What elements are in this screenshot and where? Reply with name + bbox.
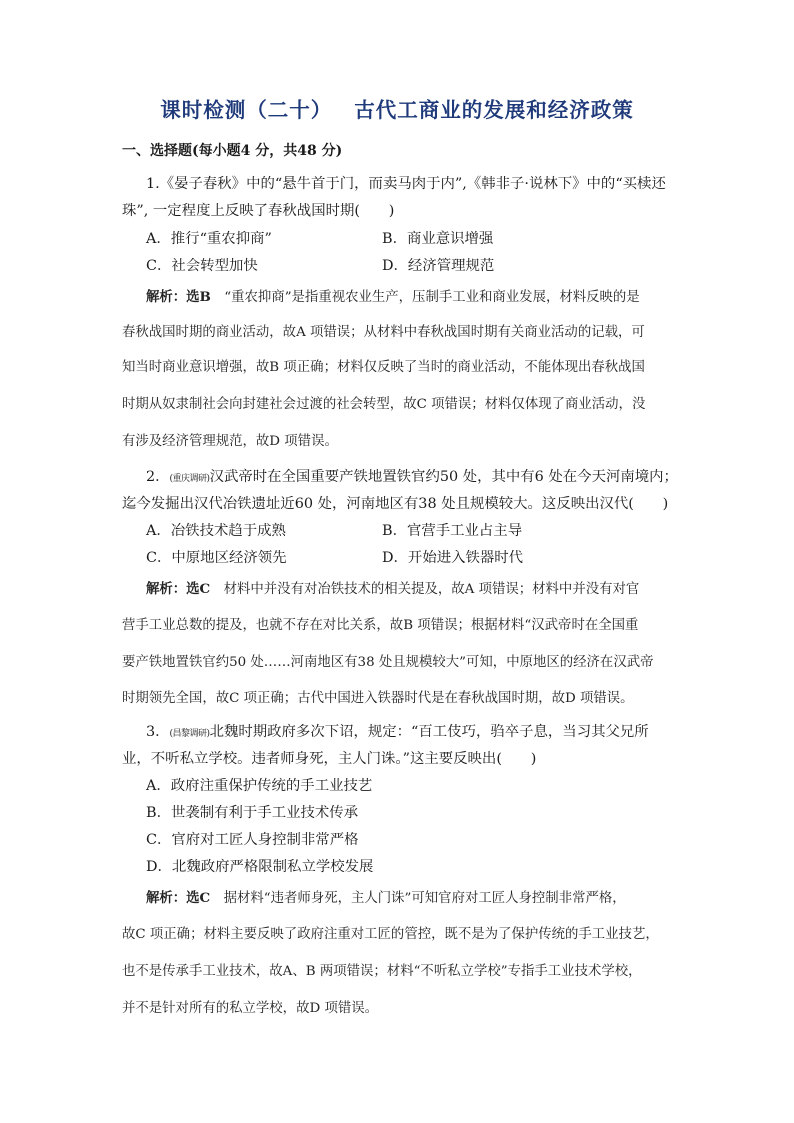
page-title (0, 93, 794, 123)
q1-option-b: B．商业意识增强 (382, 231, 494, 247)
q1-analysis-text: “重农抑商”是指重视农业生产，压制手工业和商业发展，材料反映的是 (224, 290, 640, 305)
q3-analysis-label: 解析：选C (146, 890, 211, 906)
q3-option-d: D．北魏政府严格限制私立学校发展 (146, 859, 374, 875)
q2-stem-text: 汉武帝时在全国重要产铁地置铁官约50 处，其中有6 处在今天河南境内； (209, 469, 678, 485)
q3-analysis-line1 (146, 887, 706, 906)
q1-analysis-label: 解析：选B (146, 289, 211, 305)
q1-option-a: A．推行“重农抑商” (146, 231, 272, 247)
q2-analysis-line1 (146, 578, 706, 597)
q1-analysis-line3: 知当时商业意识增强，故B 项正确；材料仅反映了当时的商业活动，不能体现出春秋战国 (122, 360, 645, 375)
q2-analysis-label: 解析：选C (146, 581, 211, 597)
q2-analysis-line2: 营手工业总数的提及，也就不存在对比关系，故B 项错误；根据材料“汉武帝时在全国重 (122, 618, 639, 633)
q1-stem-line1: 1.《晏子春秋》中的“悬牛首于门，而卖马肉于内”,《韩非子·说林下》中的“买椟还 (146, 176, 666, 192)
q3-stem-line1 (146, 720, 706, 741)
q2-source-tag: (重庆调研) (169, 474, 210, 484)
q3-number: 3． (146, 724, 170, 740)
q2-number: 2． (146, 469, 170, 485)
q3-option-c: C．官府对工匠人身控制非常严格 (146, 832, 359, 848)
q1-option-c: C．社会转型加快 (146, 258, 258, 274)
q2-option-a: A．冶铁技术趋于成熟 (146, 523, 286, 539)
q2-option-d: D．开始进入铁器时代 (382, 550, 524, 566)
q3-stem-text: 北魏时期政府多次下诏，规定：“百工伎巧，驺卒子息，当习其父兄所 (209, 724, 649, 740)
q3-stem-line2: 业，不听私立学校。违者师身死，主人门诛。”这主要反映出( ) (122, 751, 537, 767)
q2-analysis-text: 材料中并没有对冶铁技术的相关提及，故A 项错误；材料中并没有对官 (223, 582, 640, 597)
q3-analysis-line3: 也不是传承手工业技术，故A、B 两项错误；材料“不听私立学校”专指手工业技术学校， (122, 964, 642, 979)
q3-option-a: A．政府注重保护传统的手工业技艺 (146, 778, 373, 794)
q3-source-tag: (昌黎调研) (169, 729, 210, 739)
q3-analysis-line4: 并不是针对所有的私立学校，故D 项错误。 (122, 1001, 379, 1016)
q3-analysis-line2: 故C 项正确；材料主要反映了政府注重对工匠的管控，既不是为了保护传统的手工业技艺， (122, 927, 659, 942)
q1-analysis-line5: 有涉及经济管理规范，故D 项错误。 (122, 434, 338, 449)
q1-option-d: D．经济管理规范 (382, 258, 495, 274)
q1-analysis-line2: 春秋战国时期的商业活动，故A 项错误；从材料中春秋战国时期有关商业活动的记载，可 (122, 325, 645, 340)
q1-stem-line2: 珠”, 一定程度上反映了春秋战国时期( ) (122, 203, 395, 219)
q3-analysis-text: 据材料“违者师身死，主人门诛”可知官府对工匠人身控制非常严格， (223, 891, 626, 906)
q2-option-c: C．中原地区经济领先 (146, 550, 287, 566)
title-sub: 古代工商业的发展和经济政策 (354, 98, 634, 122)
q1-analysis-line1 (146, 286, 706, 305)
q1-analysis-line4: 时期从奴隶制社会向封建社会过渡的社会转型，故C 项错误；材料仅体现了商业活动，没 (122, 397, 646, 412)
q2-stem-line2: 迄今发掘出汉代冶铁遗址近60 处，河南地区有38 处且规模较大。这反映出汉代( ) (122, 496, 669, 512)
q2-stem-line1 (146, 465, 706, 486)
q2-analysis-line4: 时期领先全国，故C 项正确；古代中国进入铁器时代是在春秋战国时期，故D 项错误。 (122, 691, 634, 706)
section-heading: 一、选择题(每小题4 分，共48 分) (122, 143, 343, 159)
q2-option-b: B．官营手工业占主导 (382, 523, 523, 539)
q2-analysis-line3: 要产铁地置铁官约50 处……河南地区有38 处且规模较大”可知，中原地区的经济在汉武帝 (122, 655, 654, 670)
title-main: 课时检测（二十） (160, 98, 333, 122)
q3-option-b: B．世袭制有利于手工业技术传承 (146, 805, 359, 821)
